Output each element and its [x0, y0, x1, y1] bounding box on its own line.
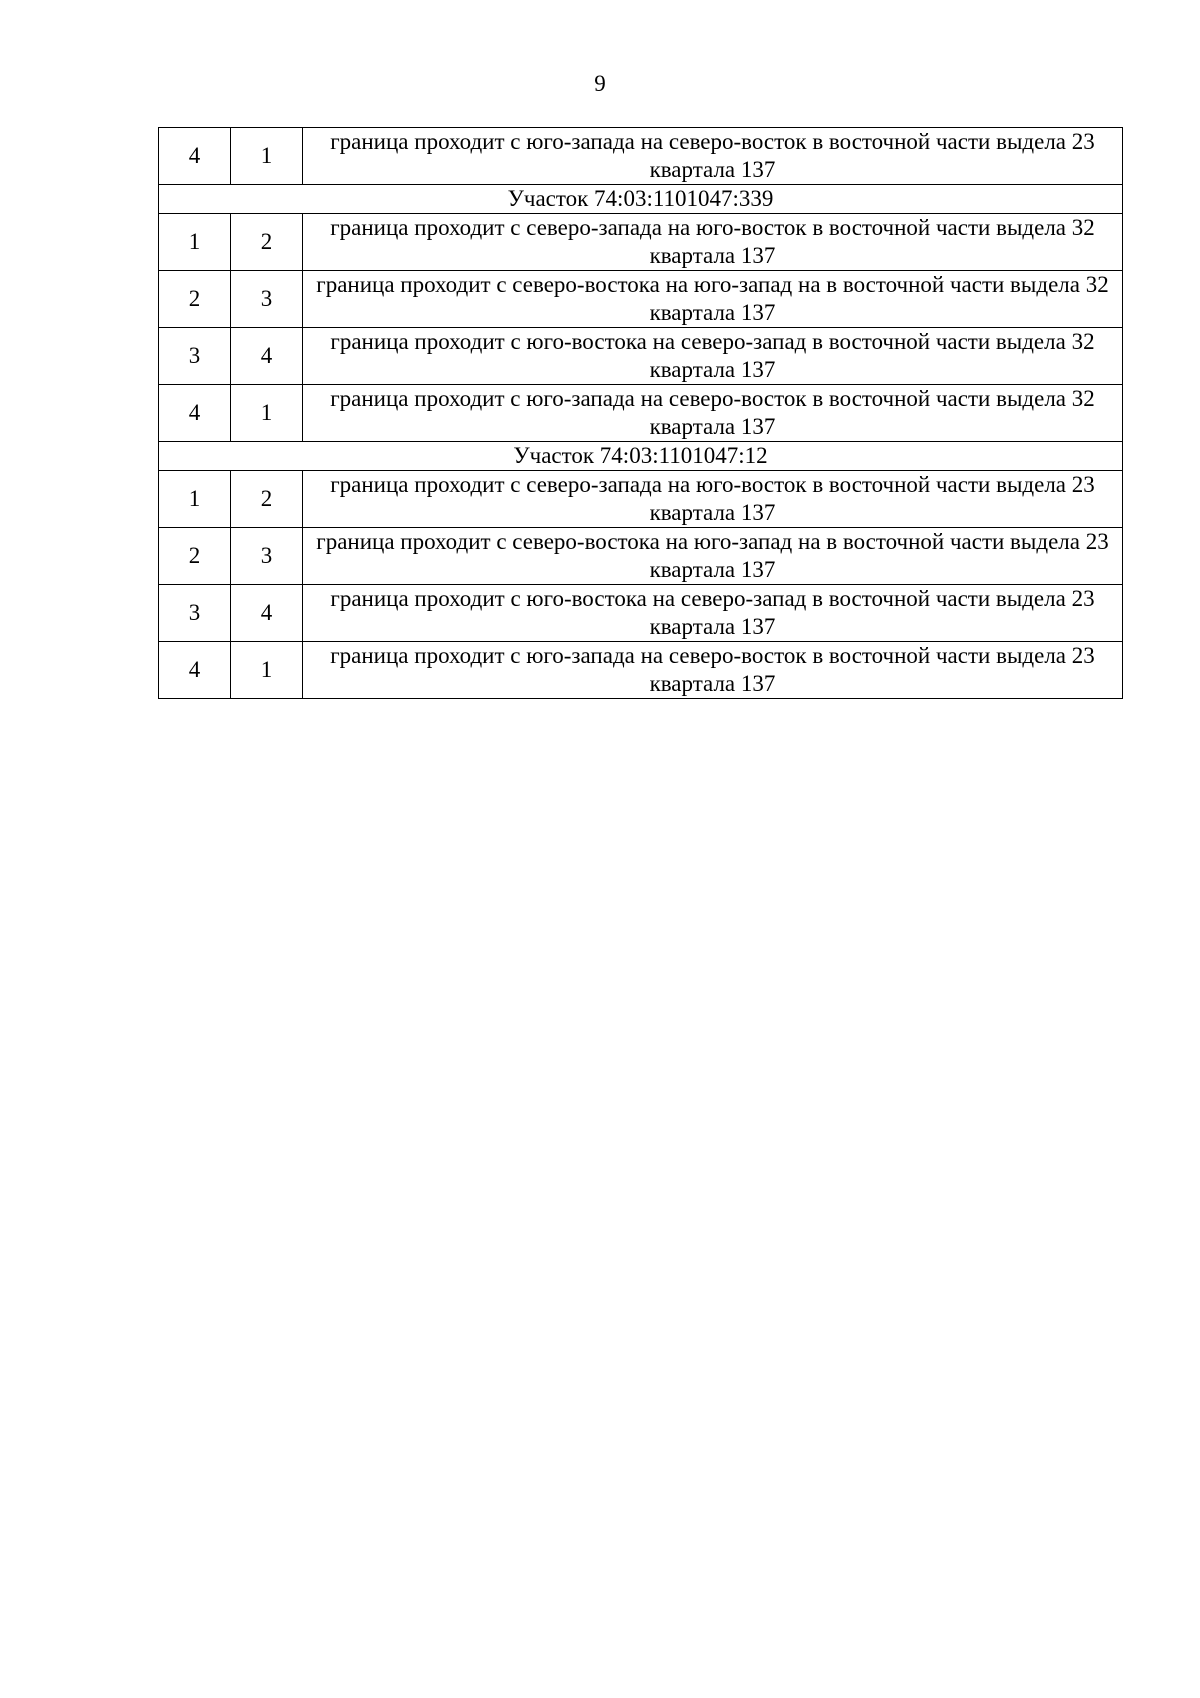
section-title: Участок 74:03:1101047:12: [159, 442, 1123, 471]
boundary-description-cell: граница проходит с юго-запада на северо-восток в восточной части выдела 23 квартала 137: [303, 128, 1123, 185]
point-from-cell: 4: [159, 385, 231, 442]
boundary-description-cell: граница проходит с юго-востока на северо-запад в восточной части выдела 32 квартала 137: [303, 328, 1123, 385]
table-row: [159, 528, 1123, 585]
point-to-cell: 2: [231, 471, 303, 528]
point-from-cell: 4: [159, 128, 231, 185]
point-from-cell: 2: [159, 271, 231, 328]
table-body: [159, 128, 1123, 699]
point-to-cell: 1: [231, 385, 303, 442]
point-from-cell: 3: [159, 585, 231, 642]
boundary-description-cell: граница проходит с северо-востока на юго-запад на в восточной части выдела 32 квартала 137: [303, 271, 1123, 328]
point-to-cell: 1: [231, 642, 303, 699]
table-row: [159, 128, 1123, 185]
table-row: [159, 471, 1123, 528]
section-header-row: [159, 442, 1123, 471]
table-row: [159, 328, 1123, 385]
section-title: Участок 74:03:1101047:339: [159, 185, 1123, 214]
point-from-cell: 1: [159, 214, 231, 271]
page-number: 9: [594, 71, 606, 96]
boundary-table: [158, 127, 1123, 699]
table-row: [159, 271, 1123, 328]
point-to-cell: 3: [231, 271, 303, 328]
boundary-description-cell: граница проходит с северо-запада на юго-восток в восточной части выдела 23 квартала 137: [303, 471, 1123, 528]
section-header-row: [159, 185, 1123, 214]
table-row: [159, 385, 1123, 442]
point-to-cell: 2: [231, 214, 303, 271]
boundary-description-cell: граница проходит с юго-востока на северо-запад в восточной части выдела 23 квартала 137: [303, 585, 1123, 642]
point-from-cell: 1: [159, 471, 231, 528]
point-to-cell: 3: [231, 528, 303, 585]
table-row: [159, 642, 1123, 699]
point-to-cell: 4: [231, 328, 303, 385]
boundary-description-cell: граница проходит с северо-востока на юго-запад на в восточной части выдела 23 квартала 137: [303, 528, 1123, 585]
boundary-description-cell: граница проходит с северо-запада на юго-восток в восточной части выдела 32 квартала 137: [303, 214, 1123, 271]
point-to-cell: 1: [231, 128, 303, 185]
boundary-description-cell: граница проходит с юго-запада на северо-восток в восточной части выдела 32 квартала 137: [303, 385, 1123, 442]
boundary-description-cell: граница проходит с юго-запада на северо-восток в восточной части выдела 23 квартала 137: [303, 642, 1123, 699]
point-from-cell: 4: [159, 642, 231, 699]
table-row: [159, 585, 1123, 642]
point-from-cell: 2: [159, 528, 231, 585]
point-to-cell: 4: [231, 585, 303, 642]
table-row: [159, 214, 1123, 271]
point-from-cell: 3: [159, 328, 231, 385]
